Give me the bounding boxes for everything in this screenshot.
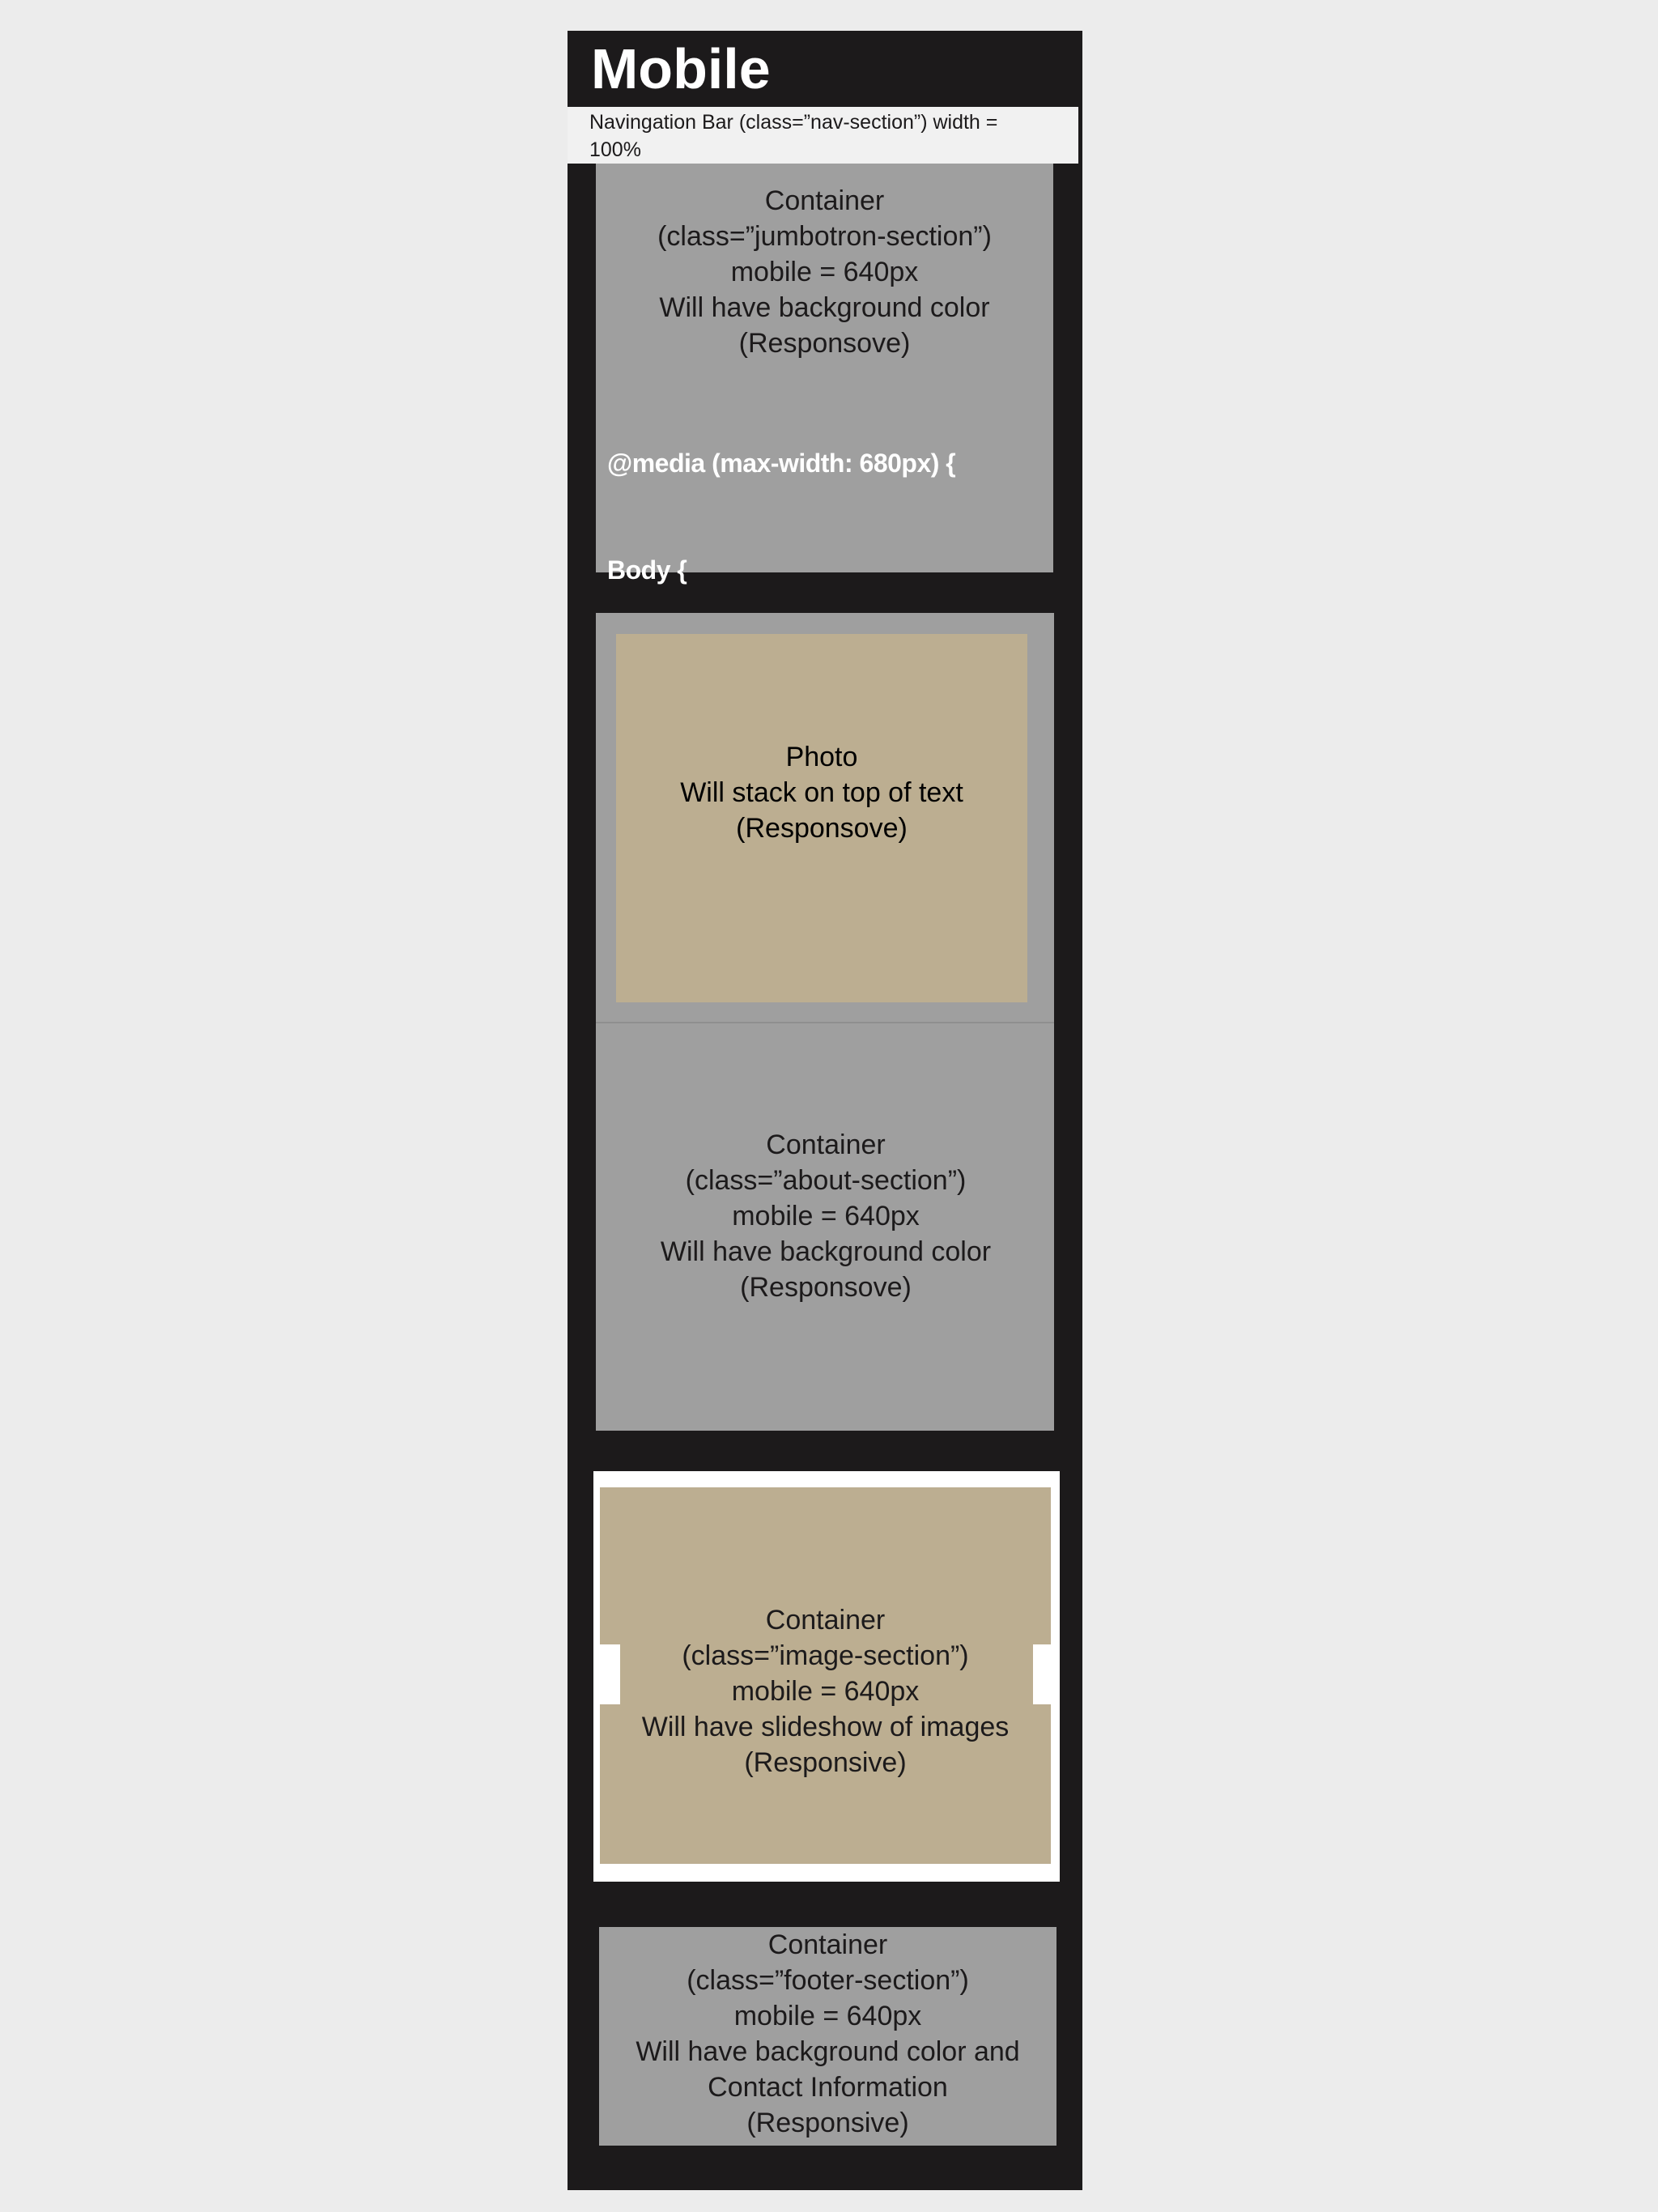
footer-line: Container	[767, 1929, 888, 1960]
about-line: mobile = 640px	[732, 1201, 920, 1231]
about-line: (Responsove)	[740, 1272, 912, 1303]
jumbotron-line: (class=”jumbotron-section”)	[657, 221, 992, 252]
image-line: mobile = 640px	[731, 1676, 920, 1707]
code-line: Body {	[607, 555, 687, 585]
image-line: (class=”image-section”)	[682, 1640, 969, 1671]
footer-line: mobile = 640px	[733, 2001, 922, 2031]
code-line: @media (max-width: 680px) {	[607, 449, 956, 478]
photo-line: (Responsove)	[736, 813, 908, 844]
photo-text	[616, 739, 1027, 846]
photo-line: Will stack on top of text	[680, 777, 963, 808]
image-line: Will have slideshow of images	[641, 1712, 1010, 1742]
slideshow-prev-tab[interactable]	[593, 1644, 620, 1704]
about-text	[597, 1127, 1054, 1305]
footer-line: (Responsive)	[746, 2108, 909, 2138]
photo-placeholder	[616, 634, 1027, 1002]
image-line: Container	[765, 1605, 886, 1636]
about-line: Will have background color	[660, 1236, 992, 1267]
photo-line: Photo	[785, 742, 858, 772]
footer-section	[599, 1927, 1056, 2146]
jumbotron-line: mobile = 640px	[730, 257, 919, 287]
jumbotron-line: Container	[764, 185, 885, 216]
image-line: (Responsive)	[744, 1747, 907, 1778]
jumbotron-text	[596, 183, 1053, 361]
about-line: Container	[766, 1129, 886, 1160]
image-section	[593, 1471, 1060, 1882]
nav-label-line-1: Navingation Bar (class=”nav-section”) width =	[589, 111, 998, 134]
about-line: (class=”about-section”)	[685, 1165, 967, 1196]
nav-label-line-2: 100%	[589, 138, 641, 161]
diagram-title: Mobile	[591, 37, 771, 100]
jumbotron-section	[596, 164, 1053, 585]
footer-line: (class=”footer-section”)	[687, 1965, 969, 1996]
slideshow-next-tab[interactable]	[1033, 1644, 1060, 1704]
footer-text	[599, 1927, 1056, 2141]
nav-section-bar	[568, 107, 1078, 164]
jumbotron-line: (Responsove)	[738, 328, 911, 359]
image-section-text	[600, 1602, 1051, 1780]
jumbotron-line: Will have background color	[659, 292, 990, 323]
footer-line: Will have background color and	[636, 2036, 1020, 2067]
footer-line: Contact Information	[708, 2072, 948, 2103]
about-section	[597, 1023, 1054, 1431]
image-slideshow-area	[600, 1487, 1051, 1864]
